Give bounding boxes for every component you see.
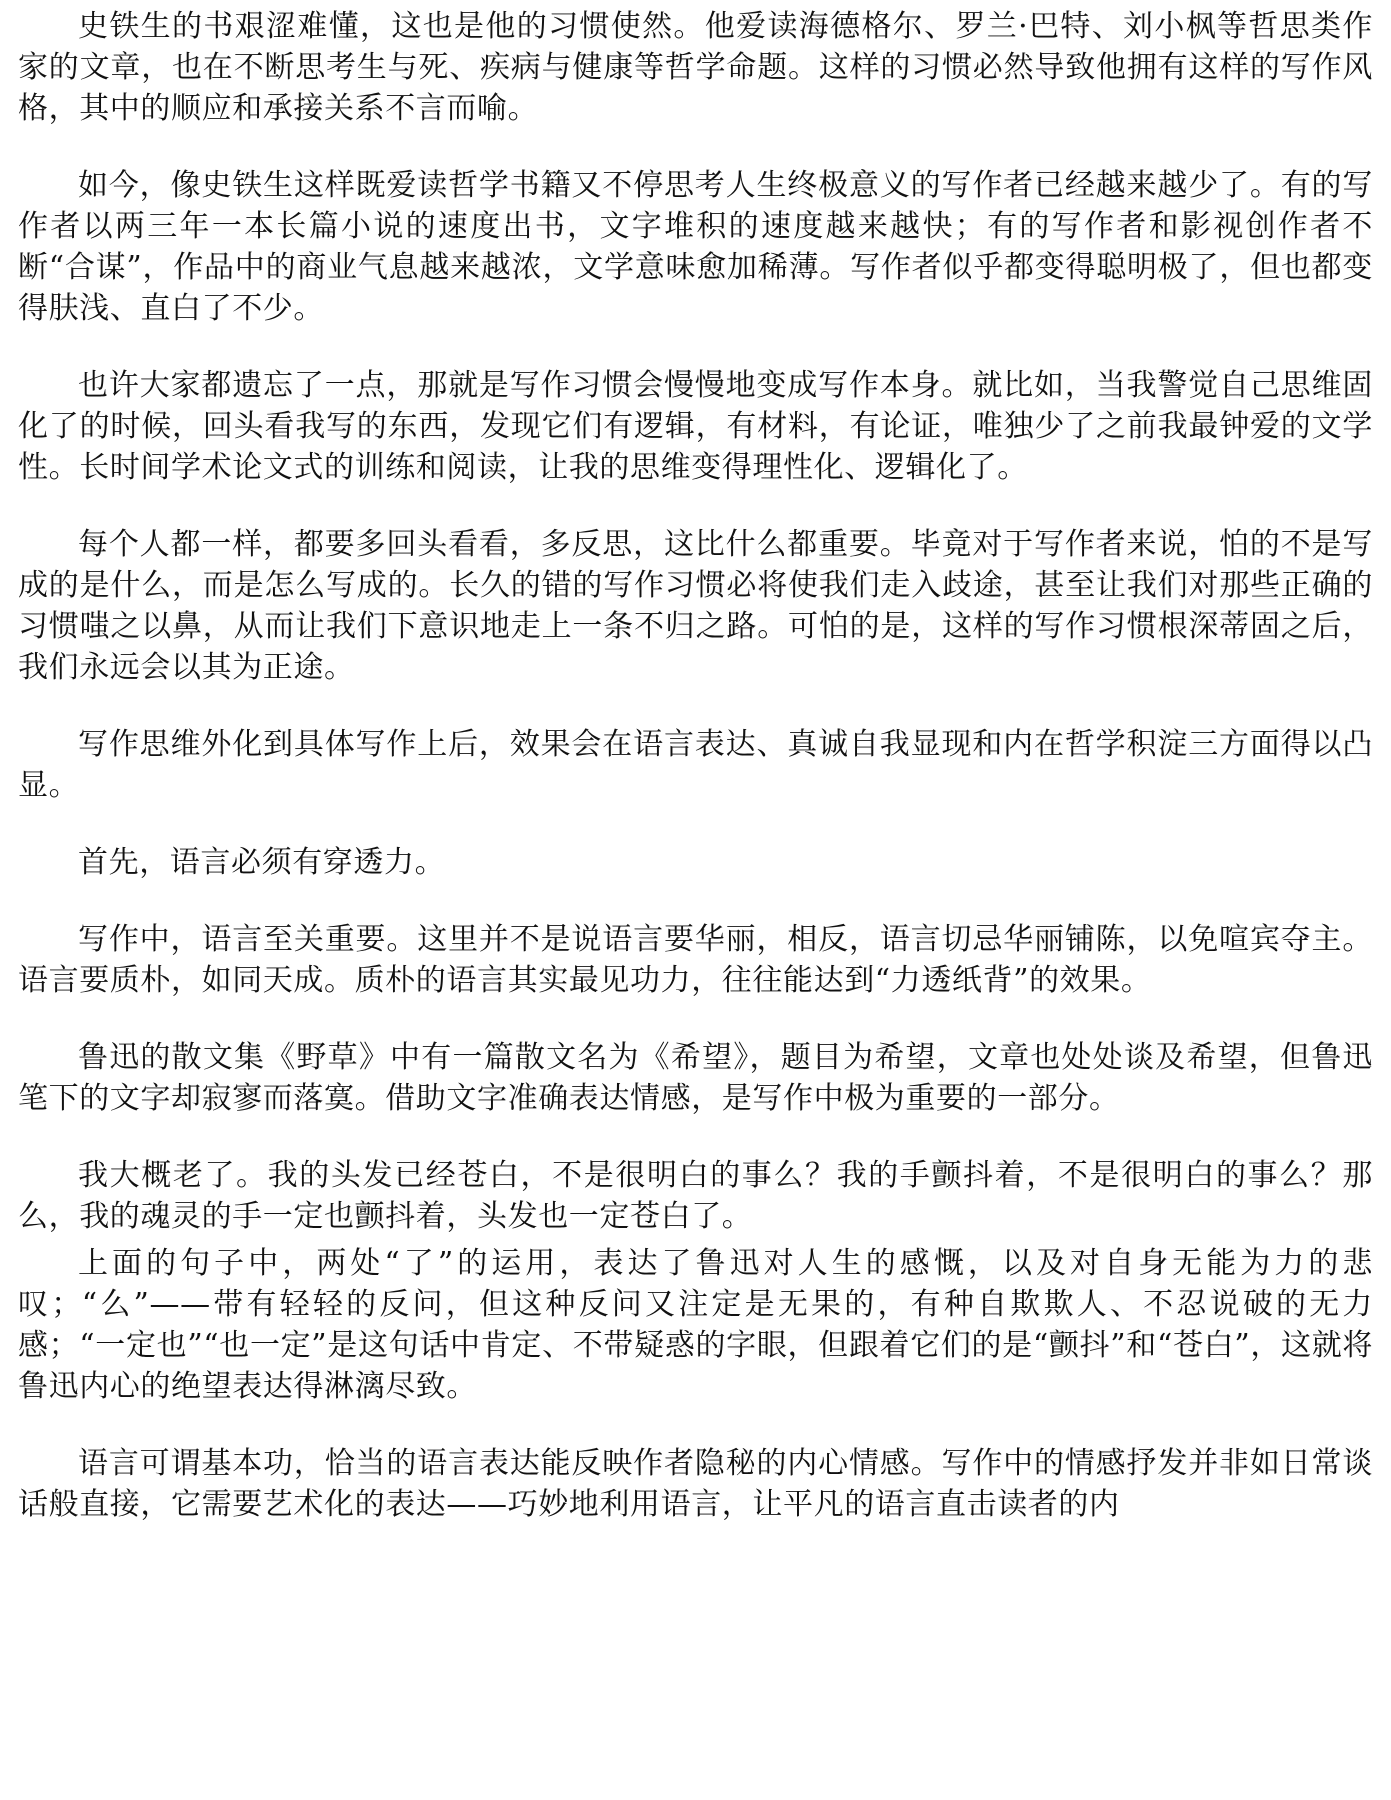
block-quote: 我大概老了。我的头发已经苍白，不是很明白的事么？我的手颤抖着，不是很明白的事么？那么，我的魂灵的手一定也颤抖着，头发也一定苍白了。 xyxy=(18,1158,1373,1234)
paragraph-8: 鲁迅的散文集《野草》中有一篇散文名为《希望》，题目为希望，文章也处处谈及希望，但鲁迅笔下的文字却寂寥而落寞。借助文字准确表达情感，是写作中极为重要的一部分。 xyxy=(18,1040,1373,1116)
paragraph-2: 如今，像史铁生这样既爱读哲学书籍又不停思考人生终极意义的写作者已经越来越少了。有的写作者以两三年一本长篇小说的速度出书，文字堆积的速度越来越快；有的写作者和影视创作者不断“合谋”，作品中的商业气息越来越浓，文学意味愈加稀薄。写作者似乎都变得聪明极了，但也都变得肤浅、直白了不少。 xyxy=(18,168,1373,326)
paragraph-3: 也许大家都遗忘了一点，那就是写作习惯会慢慢地变成写作本身。就比如，当我警觉自己思维固化了的时候，回头看我写的东西，发现它们有逻辑，有材料，有论证，唯独少了之前我最钟爱的文学性。长时间学术论文式的训练和阅读，让我的思维变得理性化、逻辑化了。 xyxy=(18,368,1373,485)
paragraph-1: 史铁生的书艰涩难懂，这也是他的习惯使然。他爱读海德格尔、罗兰·巴特、刘小枫等哲思类作家的文章，也在不断思考生与死、疾病与健康等哲学命题。这样的习惯必然导致他拥有这样的写作风格，其中的顺应和承接关系不言而喻。 xyxy=(18,9,1374,126)
paragraph-9: 上面的句子中，两处“了”的运用，表达了鲁迅对人生的感慨，以及对自身无能为力的悲叹；“么”——带有轻轻的反问，但这种反问又注定是无果的，有种自欺欺人、不忍说破的无力感；“一定也”“也一定”是这句话中肯定、不带疑惑的字眼，但跟着它们的是“颤抖”和“苍白”，这就将鲁迅内心的绝望表达得淋漓尽致。 xyxy=(18,1246,1373,1404)
paragraph-5: 写作思维外化到具体写作上后，效果会在语言表达、真诚自我显现和内在哲学积淀三方面得以凸显。 xyxy=(18,727,1373,803)
document-body xyxy=(18,6,1373,1525)
paragraph-4: 每个人都一样，都要多回头看看，多反思，这比什么都重要。毕竟对于写作者来说，怕的不是写成的是什么，而是怎么写成的。长久的错的写作习惯必将使我们走入歧途，甚至让我们对那些正确的习惯嗤之以鼻，从而让我们下意识地走上一条不归之路。可怕的是，这样的写作习惯根深蒂固之后，我们永远会以其为正途。 xyxy=(18,527,1373,685)
paragraph-7: 写作中，语言至关重要。这里并不是说语言要华丽，相反，语言切忌华丽铺陈，以免喧宾夺主。语言要质朴，如同天成。质朴的语言其实最见功力，往往能达到“力透纸背”的效果。 xyxy=(18,922,1373,998)
paragraph-10: 语言可谓基本功，恰当的语言表达能反映作者隐秘的内心情感。写作中的情感抒发并非如日常谈话般直接，它需要艺术化的表达——巧妙地利用语言，让平凡的语言直击读者的内 xyxy=(18,1446,1373,1522)
paragraph-6: 首先，语言必须有穿透力。 xyxy=(78,845,446,880)
